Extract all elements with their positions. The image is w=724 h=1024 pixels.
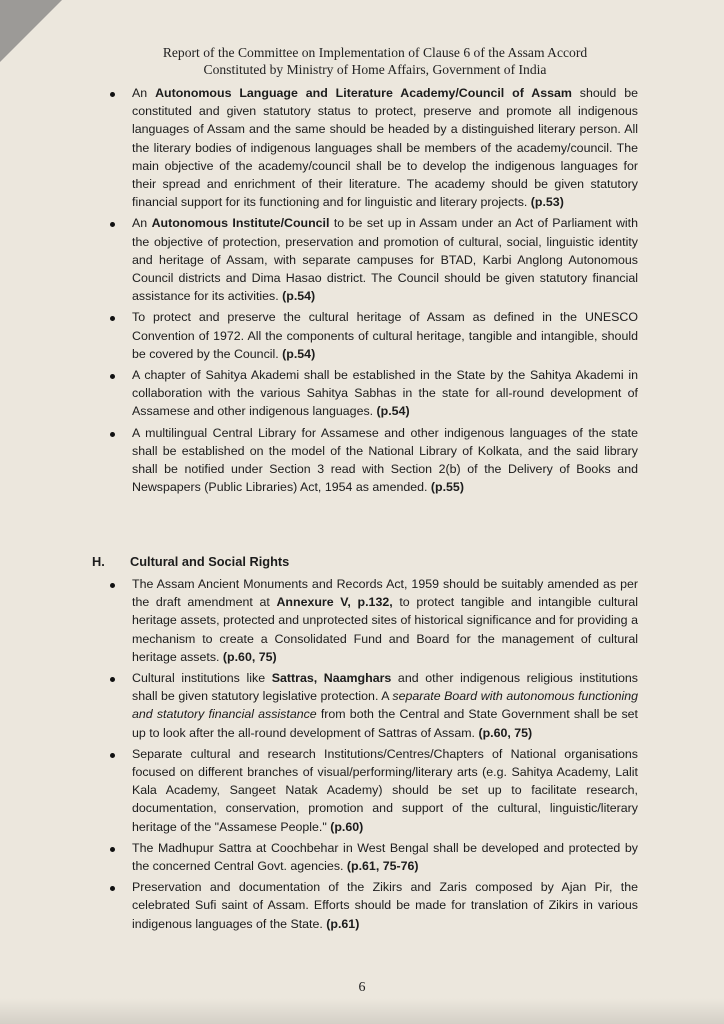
list-item — [98, 214, 638, 305]
body-text: should be constituted and given statutory status to protect, preserve and promote all indigenous languages of Assam and the same should be headed by a distinguished literary person. All the literary bodies of indigenous languages shall be members of the academy/council. The main objective of the academy/council shall be to develop the indigenous languages for their spread and enrichment of their literature. The academy should be given statutory financial support for its functioning and for linguistic and literary projects. — [132, 86, 638, 210]
bold-text: Sattras, Naamghars — [271, 671, 392, 686]
report-header — [100, 44, 650, 78]
body-text: The Madhupur Sattra at Coochbehar in West Bengal shall be developed and protected by the concerned Central Govt. agencies. — [132, 840, 638, 874]
body-text: from both the Central and State Government shall be set up to look after the all-round development of Sattras of Assam. — [132, 707, 638, 740]
bold-text: (p.54) — [282, 289, 316, 304]
body-text: to be set up in Assam under an Act of Parliament with the objective of protection, preservation and promotion of cultural, social, linguistic identity and heritage of Assam, with separate campuses for BTAD, Karbi Anglong Autonomous Council districts and Dima Hasao district. The Council should be given statutory financial assistance for its activities. — [132, 216, 638, 304]
bullet-list — [98, 84, 638, 496]
body-text: The Assam Ancient Monuments and Records Act, 1959 should be suitably amended as per the draft amendment at — [132, 577, 638, 610]
bullet-icon — [110, 583, 115, 588]
language-literature-section — [98, 84, 638, 499]
body-text: An — [132, 86, 156, 100]
bullet-icon — [110, 677, 115, 682]
bold-text: (p.55) — [430, 480, 464, 495]
bold-text: (p.54) — [282, 346, 316, 361]
bold-text: (p.53) — [530, 195, 564, 210]
bold-text: Autonomous Institute/Council — [151, 216, 330, 231]
list-item — [98, 366, 638, 421]
bold-text: Autonomous Language and Literature Academy/Council of Assam — [155, 86, 572, 100]
header-line-1: Report of the Committee on Implementation of Clause 6 of the Assam Accord — [162, 45, 588, 60]
body-text: Separate cultural and research Institutions/Centres/Chapters of National organisations focused on different branches of visual/performing/literary arts (e.g. Sahitya Academy, Lalit Kala Academy, Sangeet Natak Academy) should be set up to facilitate research, documentation, conservation, promotion and support of the cultural, linguistic/literary heritage of the "Assamese People." — [132, 746, 638, 834]
list-item — [98, 575, 638, 666]
page-bottom-shade — [0, 998, 724, 1024]
list-item — [98, 878, 638, 933]
bullet-icon — [110, 432, 115, 437]
body-text: and other indigenous religious institutions shall be given statutory legislative protection. A — [132, 671, 638, 704]
header-line-2: Constituted by Ministry of Home Affairs, Government of India — [203, 62, 547, 77]
bullet-icon — [110, 92, 115, 97]
list-item — [98, 839, 638, 875]
body-text: An — [132, 216, 152, 231]
bullet-icon — [110, 886, 115, 891]
body-text: Preservation and documentation of the Zikirs and Zaris composed by Ajan Pir, the celebrated Sufi saint of Assam. Efforts should be made for translation of Zikirs in various indigenous languages of the State. — [132, 880, 638, 931]
bold-text: (p.61, 75-76) — [346, 859, 419, 874]
bullet-icon — [110, 316, 115, 321]
cultural-social-rights-section — [98, 575, 638, 936]
bullet-icon — [110, 374, 115, 379]
italic-text: separate Board with autonomous functioning and statutory financial assistance — [132, 689, 638, 722]
bullet-icon — [110, 222, 115, 227]
body-text: Cultural institutions like — [132, 671, 272, 686]
bold-text: (p.54) — [376, 404, 410, 419]
bold-text: (p.60, 75) — [478, 725, 533, 740]
list-item — [98, 84, 638, 211]
bullet-list — [98, 575, 638, 933]
body-text: To protect and preserve the cultural heritage of Assam as defined in the UNESCO Convention of 1972. All the components of cultural heritage, tangible and intangible, should be covered by the Council. — [132, 310, 638, 361]
list-item — [98, 308, 638, 363]
body-text: A multilingual Central Library for Assamese and other indigenous languages of the state shall be established on the model of the National Library of Kolkata, and the said library shall be notified under Section 3 read with Section 2(b) of the Delivery of Books and Newspapers (Public Libraries) Act, 1954 as amended. — [132, 425, 638, 495]
page-corner-shadow — [0, 0, 62, 62]
bullet-icon — [110, 847, 115, 852]
section-title: Cultural and Social Rights — [130, 554, 290, 569]
list-item — [98, 424, 638, 497]
list-item — [98, 745, 638, 836]
section-heading — [92, 554, 492, 569]
body-text: A chapter of Sahitya Akademi shall be established in the State by the Sahitya Akademi in collaboration with the various Sahitya Sabhas in the state for all-round development of Assamese and other indigenous languages. — [132, 368, 638, 419]
body-text: to protect tangible and intangible cultural heritage assets, protected and unprotected sites of historical significance and for providing a mechanism to create a Consolidated Fund and Board for the management of cultural heritage assets. — [132, 595, 639, 664]
bold-text: (p.60, 75) — [222, 649, 277, 664]
list-item — [98, 669, 638, 742]
bold-text: (p.60) — [330, 819, 364, 834]
bullet-icon — [110, 753, 115, 758]
page-number: 6 — [358, 980, 366, 995]
bold-text: (p.61) — [326, 916, 360, 931]
section-number: H. — [92, 554, 105, 569]
bold-text: Annexure V, p.132, — [276, 595, 393, 610]
